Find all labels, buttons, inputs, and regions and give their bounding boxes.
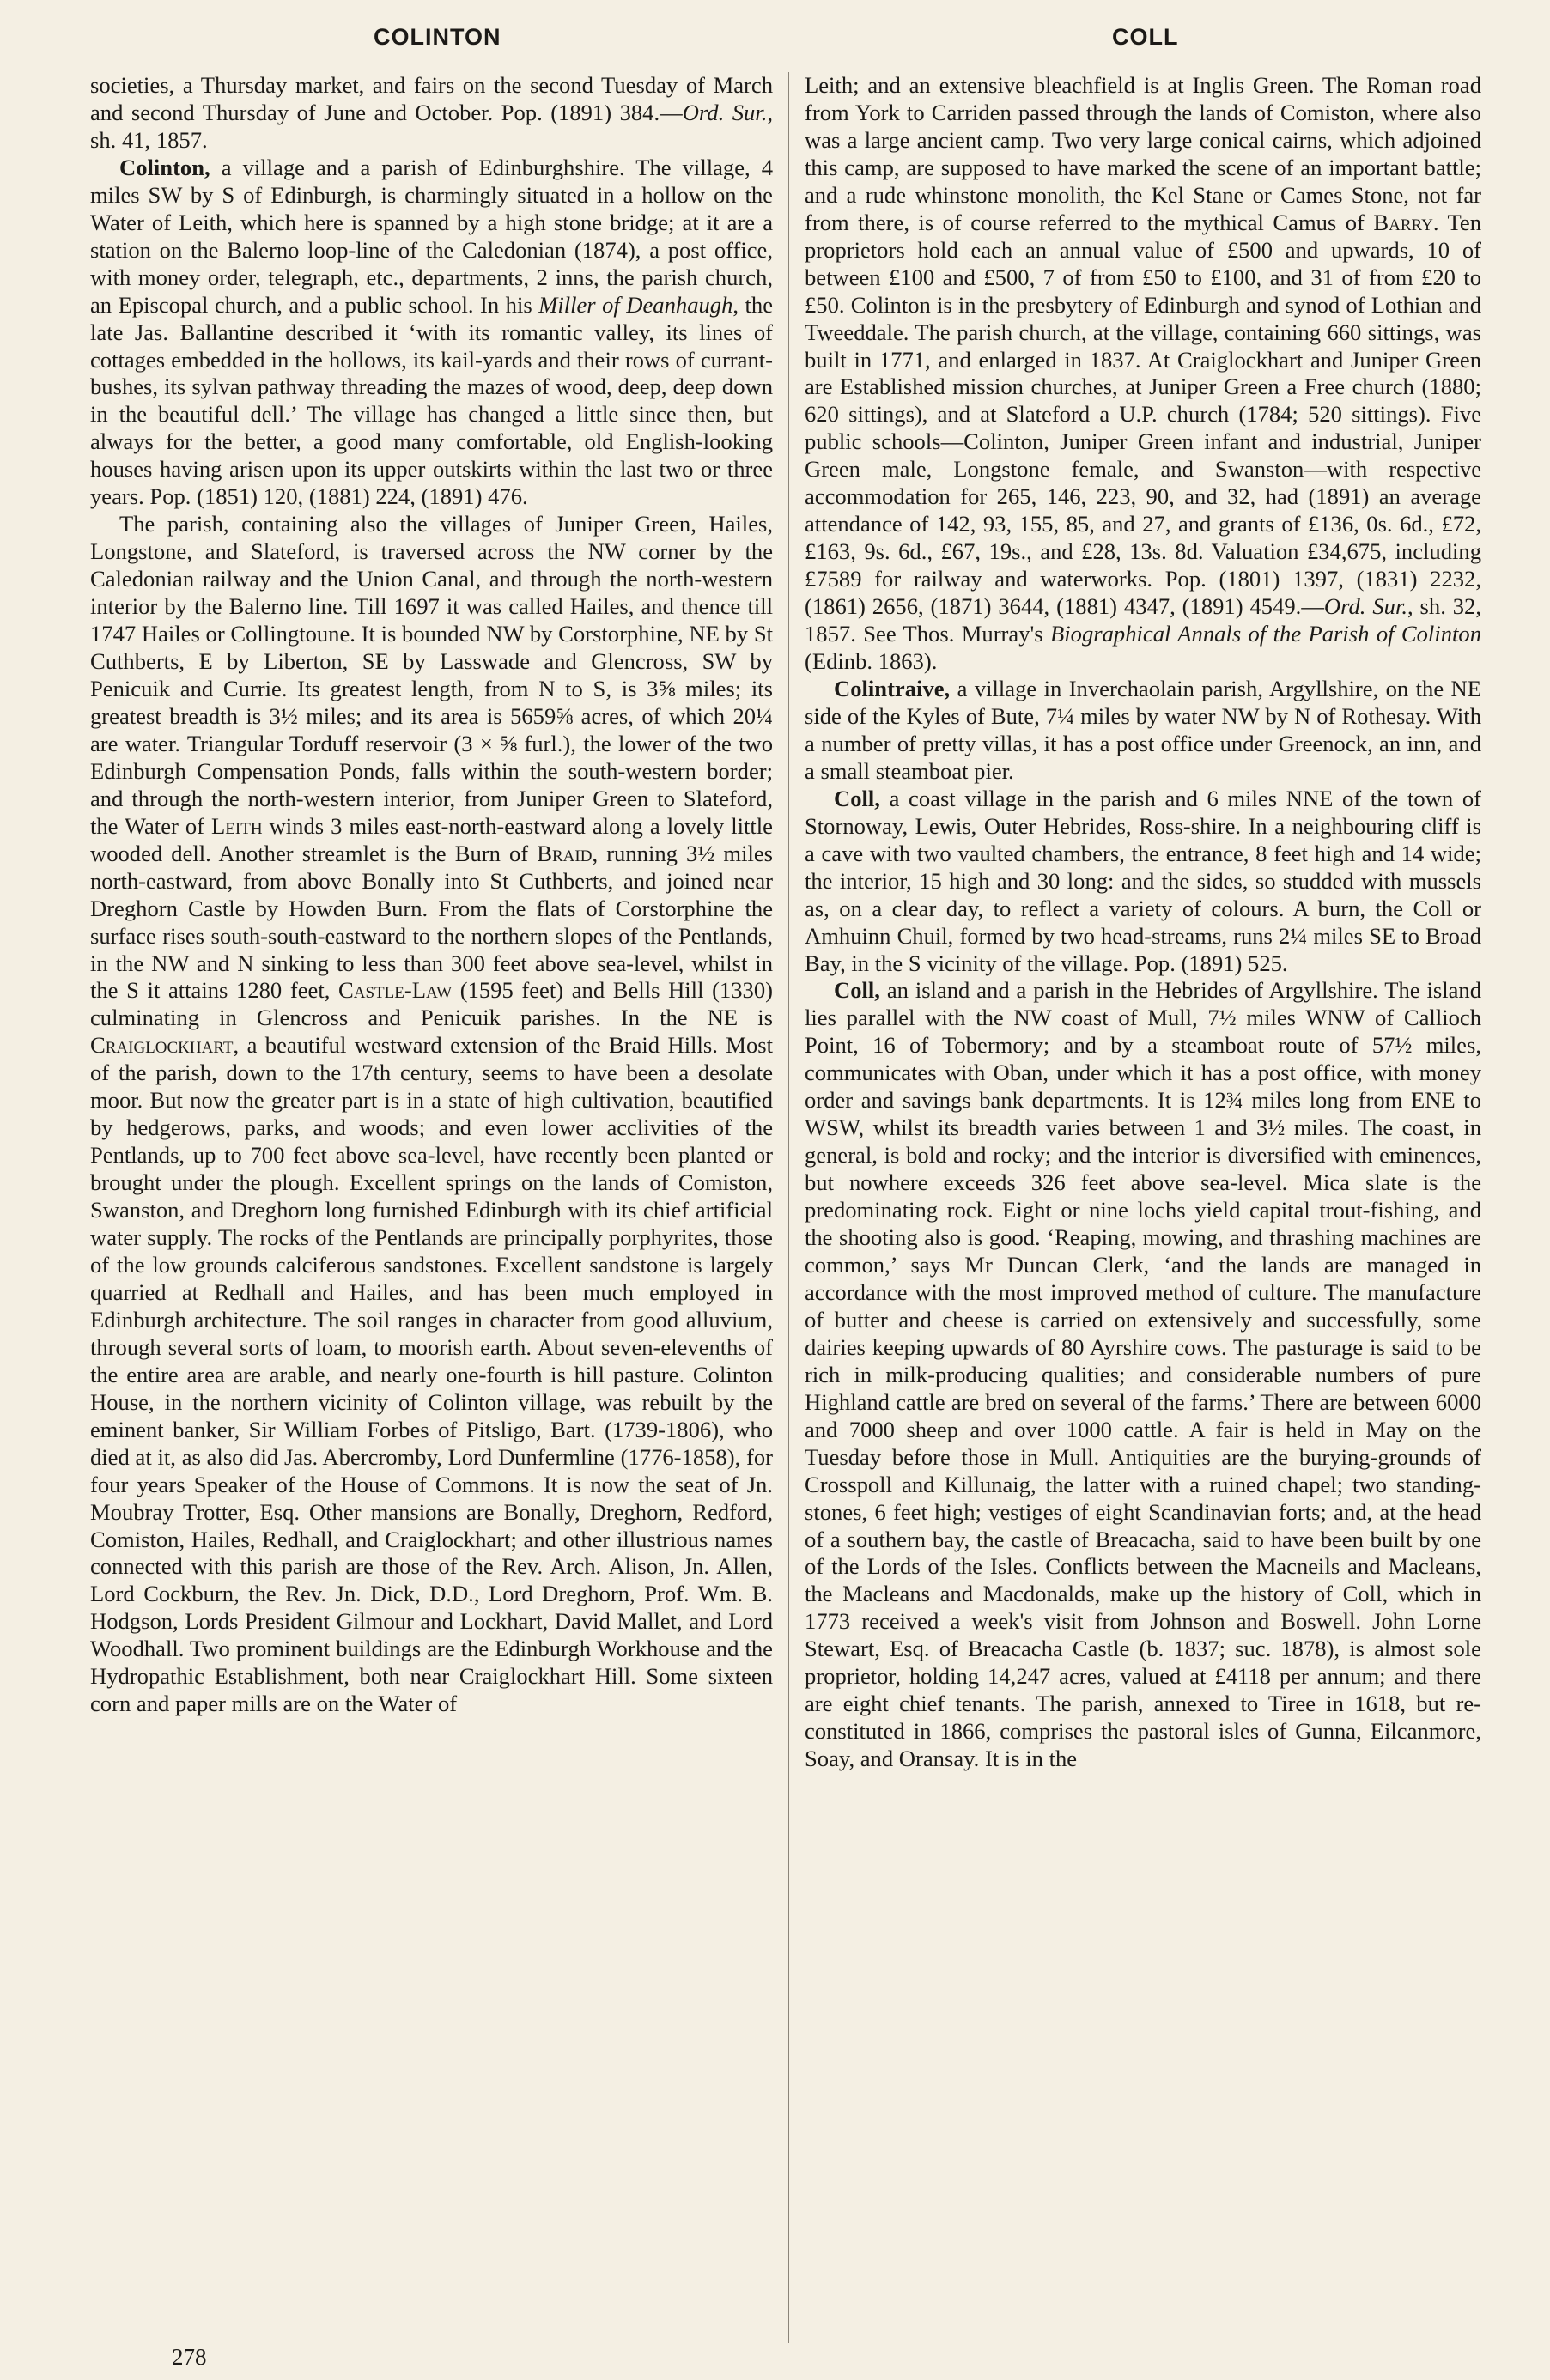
entry-coll-island	[805, 977, 1481, 1773]
entry-colintraive	[805, 676, 1481, 786]
entry-coll-village	[805, 786, 1481, 978]
running-header	[0, 19, 1550, 53]
text-run: Leith; and an extensive bleachfield is at Inglis Green. The Roman road from York to Carriden passed through the lands of Comiston, where also was a large ancient camp. Two very large conical cairns, which adjoined this camp, are supposed to have marked the scene of an important battle; and a rude whinstone monolith, the Kel Stane or Cames Stone, not far from there, is of course referred to the mythical Camus of	[805, 72, 1481, 235]
right-column	[805, 72, 1481, 2322]
entry-headword: Coll,	[834, 977, 880, 1004]
text-run: , running 3½ miles north-eastward, from above Bonally into St Cuthberts, and joined near Dreghorn Castle by Howden Burn. From the flats of Corstorphine the surface rises south-south-eastward to the northern slopes of the Pentlands, in the NW and N sinking to less than 300 feet above sea-level, whilst in the S it attains 1280 feet,	[90, 840, 773, 1004]
citation: Ord. Sur.	[682, 99, 768, 125]
cross-reference: Braid	[537, 840, 593, 866]
text-run: a village and a parish of Edinburghshire. The village, 4 miles SW by S of Edinburgh, is charmingly situated in a hollow on the Water of Leith, which here is spanned by a high stone bridge; at it are a station on the Balerno loop-line of the Caledonian (1874), a post office, with money order, telegraph, etc., departments, 2 inns, the parish church, an Episcopal church, and a public school. In his	[90, 154, 773, 318]
text-run: winds 3 miles east-north-eastward along a lovely little wooded dell. Another streamlet is the Burn of	[90, 812, 773, 866]
cross-reference: Castle-Law	[338, 977, 453, 1004]
entry-headword: Coll,	[834, 785, 880, 811]
text-run: an island and a parish in the Hebrides of Argyllshire. The island lies parallel with the NW coast of Mull, 7½ miles WNW of Callioch Point, 16 of Tobermory; and by a steamboat route of 57½ miles, communicates with Oban, under which it has a post office, with money order and savings bank departments. It is 12¾ miles long from ENE to WSW, whilst its breadth varies between 1 and 3½ miles. The coast, in general, is bold and rocky; and the interior is diversified with eminences, but nowhere exceeds 326 feet above sea-level. Mica slate is the predominating rock. Eight or nine lochs yield capital trout-fishing, and the shooting also is good. ‘Reaping, mowing, and thrashing machines are common,’ says Mr Duncan Clerk, ‘and the lands are managed in accordance with the most improved method of culture. The manufacture of butter and cheese is carried on extensively and successfully, some dairies keeping upwards of 80 Ayrshire cows. The pasturage is said to be rich in milk-producing qualities; and considerable numbers of pure Highland cattle are bred on several of the farms.’ There are between 6000 and 7000 sheep and over 1000 cattle. A fair is held in May on the Tuesday before those in Mull. Antiquities are the burying-grounds of Crosspoll and Killunaig, the latter with a ruined chapel; two standing-stones, 6 feet high; vestiges of eight Scandinavian forts; and, at the head of a southern bay, the castle of Breacacha, said to have been built by one of the Lords of the Isles. Conflicts between the Macneils and Macleans, the Macleans and Macdonalds, make up the history of Coll, which in 1773 received a week's visit from Johnson and Boswell. John Lorne Stewart, Esq. of Breacacha Castle (b. 1837; suc. 1878), is almost sole proprietor, holding 14,247 acres, valued at £4118 per annum; and there are eight chief tenants. The parish, annexed to Tiree in 1618, but re-constituted in 1866, comprises the pastoral isles of Gunna, Eilcanmore, Soay, and Oransay. It is in the	[805, 977, 1481, 1772]
text-run: a coast village in the parish and 6 miles NNE of the town of Stornoway, Lewis, Outer Hebrides, Ross-shire. In a neighbouring cliff is a cave with two vaulted chambers, the entrance, 8 feet high and 14 wide; the interior, 15 high and 30 long: and the sides, so studded with mussels as, on a clear day, to reflect a variety of colours. A burn, the Coll or Amhuinn Chuil, formed by two head-streams, runs 2¼ miles SE to Broad Bay, in the S vicinity of the village. Pop. (1891) 525.	[805, 785, 1481, 976]
left-column	[90, 72, 773, 2322]
text-run: (1595 feet) and Bells Hill (1330) culminating in Glencross and Penicuik parishes. In the NE is	[90, 977, 773, 1031]
paragraph	[90, 72, 773, 155]
text-run: societies, a Thursday market, and fairs on the second Tuesday of March and second Thursday of June and October. Pop. (1891) 384.—	[90, 72, 773, 125]
text-run: , sh. 41, 1857.	[90, 99, 773, 153]
cross-reference: Barry	[1373, 209, 1433, 235]
page-number: 278	[172, 2344, 207, 2370]
paragraph	[90, 511, 773, 1718]
text-run: , a beautiful westward extension of the Braid Hills. Most of the parish, down to the 17th century, seems to have been a desolate moor. But now the greater part is in a state of high cultivation, beautified by hedgerows, parks, and woods; and even lower acclivities of the Pentlands, up to 700 feet above sea-level, have recently been planted or brought under the plough. Excellent springs on the lands of Comiston, Swanston, and Dreghorn long furnished Edinburgh with its chief artificial water supply. The rocks of the Pentlands are principally porphyrites, those of the low grounds calciferous sandstones. Excellent sandstone is largely quarried at Redhall and Hailes, and has been much employed in Edinburgh architecture. The soil ranges in character from good alluvium, through several sorts of loam, to moorish earth. About seven-elevenths of the entire area are arable, and nearly one-fourth is hill pasture. Colinton House, in the northern vicinity of Colinton village, was rebuilt by the eminent banker, Sir William Forbes of Pitsligo, Bart. (1739-1806), who died at it, as also did Jas. Abercromby, Lord Dunfermline (1776-1858), for four years Speaker of the House of Commons. It is now the seat of Jn. Moubray Trotter, Esq. Other mansions are Bonally, Dreghorn, Redford, Comiston, Hailes, Redhall, and Craiglockhart; and other illustrious names connected with this parish are those of the Rev. Arch. Alison, Jn. Allen, Lord Cockburn, the Rev. Jn. Dick, D.D., Lord Dreghorn, Prof. Wm. B. Hodgson, Lords President Gilmour and Lockhart, David Mallet, and Lord Woodhall. Two prominent buildings are the Edinburgh Workhouse and the Hydropathic Establishment, both near Craiglockhart Hill. Some sixteen corn and paper mills are on the Water of	[90, 1032, 773, 1717]
entry-headword: Colinton,	[119, 154, 210, 180]
book-title: Miller of Deanhaugh	[538, 291, 733, 318]
text-run: a village in Inverchaolain parish, Argyllshire, on the NE side of the Kyles of Bute, 7¼ miles by water NW by N of Rothesay. With a number of pretty villas, it has a post office under Greenock, an inn, and a small steamboat pier.	[805, 675, 1481, 784]
cross-reference: Craiglockhart	[90, 1032, 234, 1059]
text-run: , the late Jas. Ballantine described it ‘with its romantic valley, its lines of cottages embedded in the hollows, its kail-yards and their rows of currant-bushes, its sylvan pathway threading the mazes of wood, deep, deep down in the beautiful dell.’ The village has changed a little since then, but always for the better, a good many comfortable, old English-looking houses having arisen upon its upper outskirts within the last two or three years. Pop. (1851) 120, (1881) 224, (1891) 476.	[90, 291, 773, 510]
entry-colinton	[90, 155, 773, 511]
paragraph	[805, 72, 1481, 676]
column-divider	[788, 72, 789, 2343]
text-run: The parish, containing also the villages of Juniper Green, Hailes, Longstone, and Slateford, is traversed across the NW corner by the Caledonian railway and the Union Canal, and through the north-western interior by the Balerno line. Till 1697 it was called Hailes, and thence till 1747 Hailes or Collingtoune. It is bounded NW by Corstorphine, NE by St Cuthberts, E by Liberton, SE by Lasswade and Glencross, SW by Penicuik and Currie. Its greatest length, from N to S, is 3⅝ miles; its greatest breadth is 3½ miles; and its area is 5659⅝ acres, of which 20¼ are water. Triangular Torduff reservoir (3 × ⅝ furl.), the lower of the two Edinburgh Compensation Ponds, falls within the south-western border; and through the north-western interior, from Juniper Green to Slateford, the Water of	[90, 511, 773, 839]
text-run: (Edinb. 1863).	[805, 648, 938, 675]
header-right-headword: COLL	[1112, 24, 1179, 50]
citation: Ord. Sur.	[1323, 593, 1407, 620]
cross-reference: Leith	[211, 812, 263, 839]
book-title: Biographical Annals of the Parish of Colinton	[1050, 621, 1481, 647]
entry-headword: Colintraive,	[834, 675, 951, 701]
text-run: . Ten proprietors hold each an annual value of £500 and upwards, 10 of between £100 and £500, 7 of from £50 to £100, and 31 of from £20 to £50. Colinton is in the presbytery of Edinburgh and synod of Lothian and Tweeddale. The parish church, at the village, containing 660 sittings, was built in 1771, and enlarged in 1837. At Craiglockhart and Juniper Green are Established mission churches, at Juniper Green a Free church (1880; 620 sittings), and at Slateford a U.P. church (1784; 520 sittings). Five public schools—Colinton, Juniper Green infant and industrial, Juniper Green male, Longstone female, and Swanston—with respective accommodation for 265, 146, 223, 90, and 32, had (1891) an average attendance of 142, 93, 155, 85, and 27, and grants of £136, 0s. 6d., £72, £163, 9s. 6d., £67, 19s., and £28, 13s. 8d. Valuation £34,675, including £7589 for railway and waterworks. Pop. (1801) 1397, (1831) 2232, (1861) 2656, (1871) 3644, (1881) 4347, (1891) 4549.—	[805, 209, 1481, 620]
text-run: , sh. 32, 1857. See Thos. Murray's	[805, 593, 1481, 647]
header-left-headword: COLINTON	[374, 24, 501, 50]
